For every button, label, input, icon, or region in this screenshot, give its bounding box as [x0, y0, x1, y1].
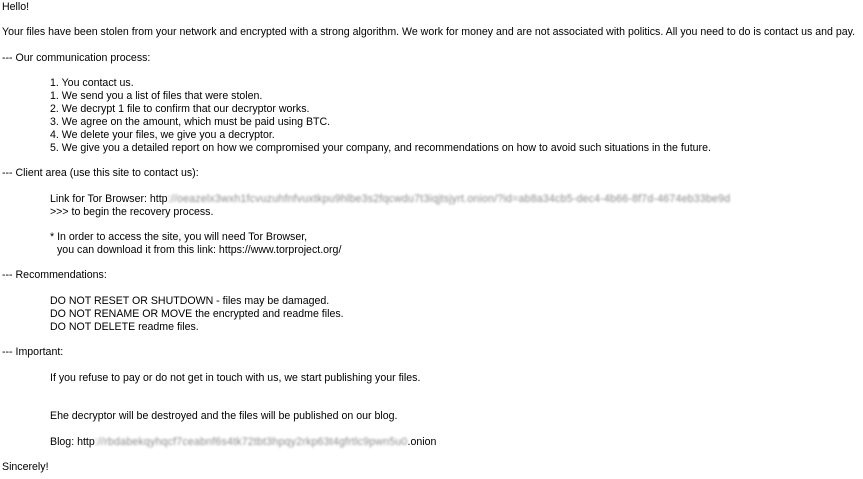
greeting: Hello! [2, 1, 30, 13]
communication-step: 1. You contact us. [50, 77, 134, 89]
destroy-text: Ehe decryptor will be destroyed and the files will be published on our blog. [50, 410, 398, 422]
communication-step: 4. We delete your files, we give you a decryptor. [50, 129, 275, 141]
warning-text: If you refuse to pay or do not get in touch with us, we start publishing your files. [50, 372, 421, 384]
important-header: --- Important: [2, 346, 64, 358]
communication-step: 1. We send you a list of files that were stolen. [50, 90, 263, 102]
recovery-text: >>> to begin the recovery process. [50, 206, 214, 218]
tor-link-line [50, 193, 730, 206]
closing-text: Sincerely! [2, 461, 49, 473]
client-area-header: --- Client area (use this site to contact us): [2, 167, 199, 179]
communication-step: 2. We decrypt 1 file to confirm that our decryptor works. [50, 103, 310, 115]
communication-header: --- Our communication process: [2, 52, 151, 64]
intro-text: Your files have been stolen from your network and encrypted with a strong algorithm. We work for money and are not associated with politics. All you need to do is contact us and pay. [2, 26, 856, 38]
blog-line [50, 436, 436, 449]
recommendations-header: --- Recommendations: [2, 269, 107, 281]
communication-step: 5. We give you a detailed report on how we compromised your company, and recommendations on how to avoid such situations in the future. [50, 142, 711, 154]
recommendation-item: DO NOT RENAME OR MOVE the encrypted and readme files. [50, 308, 344, 320]
blog-obscured: ://rbdabekqyhqcf7ceabnf6s4tk72tbt3hpqy2rkp63t4gfrtlc9pwn5u0 [94, 436, 408, 448]
tor-note-line-2: you can download it from this link: https://www.torproject.org/ [57, 244, 342, 256]
recommendation-item: DO NOT DELETE readme files. [50, 321, 199, 333]
communication-step: 3. We agree on the amount, which must be paid using BTC. [50, 116, 331, 128]
tor-link-prefix: Link for Tor Browser: http [50, 193, 168, 205]
tor-note-line-1: * In order to access the site, you will need Tor Browser, [50, 231, 308, 243]
blog-prefix: Blog: http [50, 436, 95, 448]
tor-link-obscured: ://oeazelx3wxh1fcvuzuhfnfvuxtkpu9hlbe3s2fqcwdu7t3iqjtsjyrt.onion/?id=ab8a34cb5-dec4-4b66-8f7d-4674eb33be9d [167, 193, 731, 205]
recommendation-item: DO NOT RESET OR SHUTDOWN - files may be damaged. [50, 295, 330, 307]
blog-suffix: .onion [407, 436, 437, 448]
